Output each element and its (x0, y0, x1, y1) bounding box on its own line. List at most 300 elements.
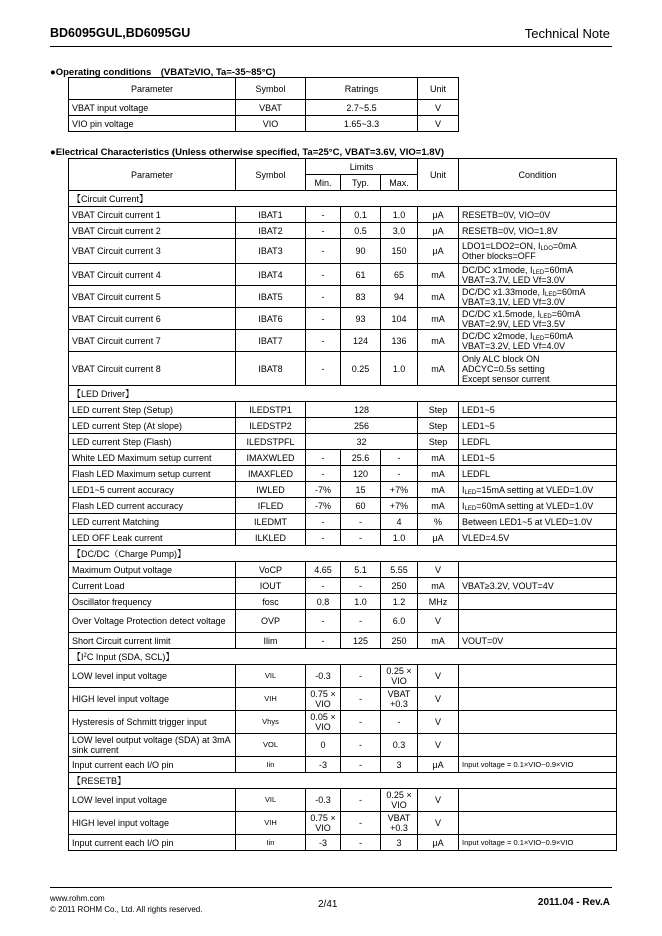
cell-parameter: HIGH level input voltage (69, 688, 236, 711)
cell-min: -7% (306, 482, 341, 498)
cell-unit: mA (418, 482, 459, 498)
cell-typ: 15 (341, 482, 381, 498)
footer-left (50, 893, 202, 915)
table-row (69, 352, 617, 386)
cell-min: - (306, 578, 341, 594)
cell-unit: μA (418, 757, 459, 773)
table-row (69, 498, 617, 514)
cell-parameter: VBAT Circuit current 1 (69, 207, 236, 223)
group-label: 【Circuit Current】 (69, 191, 617, 207)
cell-parameter: White LED Maximum setup current (69, 450, 236, 466)
cell-max: - (381, 466, 418, 482)
cell-unit: mA (418, 264, 459, 286)
cell-parameter: LED current Step (Setup) (69, 402, 236, 418)
cell-min: - (306, 450, 341, 466)
operating-conditions-title: ●Operating conditions (VBAT≥VIO, Ta=-35~85°C) (50, 67, 276, 78)
cell-typ: - (341, 665, 381, 688)
cell-parameter: Flash LED Maximum setup current (69, 466, 236, 482)
cell-min: - (306, 530, 341, 546)
cell-condition (459, 286, 617, 308)
cell-condition (459, 812, 617, 835)
group-row (69, 773, 617, 789)
group-label-part: 【I (72, 651, 84, 662)
column-header-unit: Unit (418, 159, 459, 191)
cell-typ: - (341, 530, 381, 546)
cell-max: 1.2 (381, 594, 418, 610)
cell-parameter: VBAT Circuit current 8 (69, 352, 236, 386)
cell-min: - (306, 466, 341, 482)
cell-max: - (381, 450, 418, 466)
group-row (69, 649, 617, 665)
column-header: Parameter (69, 78, 236, 100)
cell-symbol: IBAT2 (236, 223, 306, 239)
condition-subscript: LED (464, 489, 477, 496)
table-row (69, 207, 617, 223)
condition-subscript: LED (545, 291, 557, 298)
column-header: Unit (418, 78, 459, 100)
cell-unit: mA (418, 633, 459, 649)
cell-unit: mA (418, 352, 459, 386)
table-row (69, 789, 617, 812)
cell-typ: - (341, 711, 381, 734)
table-row (69, 757, 617, 773)
cell-parameter: Flash LED current accuracy (69, 498, 236, 514)
header-rule (50, 46, 612, 47)
cell-typ: 32 (306, 434, 418, 450)
condition-text: =15mA setting at VLED=1.0V (476, 484, 594, 495)
cell-min: 0 (306, 734, 341, 757)
cell-condition (459, 711, 617, 734)
cell-condition: Input voltage = 0.1×VIO~0.9×VIO (459, 835, 617, 851)
group-label (69, 649, 617, 665)
cell-unit: Step (418, 434, 459, 450)
cell-unit: mA (418, 308, 459, 330)
condition-text: DC/DC x1mode, I (462, 264, 533, 275)
table-row (69, 734, 617, 757)
cell-unit: μA (418, 530, 459, 546)
cell-typ: 60 (341, 498, 381, 514)
cell-unit: mA (418, 330, 459, 352)
cell-max: 3 (381, 835, 418, 851)
cell-max: 3 (381, 757, 418, 773)
cell-parameter: VBAT Circuit current 5 (69, 286, 236, 308)
cell-symbol: IMAXFLED (236, 466, 306, 482)
cell-symbol: Ilim (236, 633, 306, 649)
cell-parameter: LED OFF Leak current (69, 530, 236, 546)
cell-parameter: Hysteresis of Schmitt trigger input (69, 711, 236, 734)
column-header-parameter: Parameter (69, 159, 236, 191)
revision: 2011.04 - Rev.A (537, 897, 610, 908)
condition-subscript: LDO (540, 246, 553, 252)
table-row (69, 530, 617, 546)
table-row (69, 562, 617, 578)
cell-symbol: IBAT4 (236, 264, 306, 286)
cell-unit: Step (418, 418, 459, 434)
cell-symbol: ILEDSTP1 (236, 402, 306, 418)
cell-parameter: Current Load (69, 578, 236, 594)
table-row (69, 610, 617, 633)
cell-max: 94 (381, 286, 418, 308)
cell-symbol: IBAT3 (236, 239, 306, 264)
cell-symbol: Iin (236, 835, 306, 851)
cell-parameter: Over Voltage Protection detect voltage (69, 610, 236, 633)
cell-unit: mA (418, 466, 459, 482)
group-row (69, 191, 617, 207)
cell-parameter: HIGH level input voltage (69, 812, 236, 835)
operating-conditions-table (68, 77, 459, 132)
cell-parameter: VIO pin voltage (69, 116, 236, 132)
document-type: Technical Note (524, 26, 610, 41)
condition-text: VBAT=2.9V, LED Vf=3.5V (462, 318, 566, 329)
cell-symbol: IFLED (236, 498, 306, 514)
cell-max: 0.25 × VIO (381, 665, 418, 688)
cell-max: 250 (381, 578, 418, 594)
cell-symbol: VIH (236, 688, 306, 711)
cell-symbol: IWLED (236, 482, 306, 498)
condition-text: DC/DC x2mode, I (462, 330, 533, 341)
cell-max: VBAT +0.3 (381, 812, 418, 835)
cell-max: 0.25 × VIO (381, 789, 418, 812)
table-row (69, 100, 459, 116)
cell-max: 1.0 (381, 352, 418, 386)
condition-text: Except sensor current (462, 373, 550, 384)
cell-parameter: LED1~5 current accuracy (69, 482, 236, 498)
cell-max: 0.3 (381, 734, 418, 757)
cell-unit: mA (418, 286, 459, 308)
cell-min: -3 (306, 757, 341, 773)
cell-symbol: IBAT8 (236, 352, 306, 386)
table-row (69, 835, 617, 851)
cell-min: -0.3 (306, 665, 341, 688)
condition-text: =60mA setting at VLED=1.0V (476, 500, 594, 511)
cell-symbol: IMAXWLED (236, 450, 306, 466)
cell-condition (459, 498, 617, 514)
table-row (69, 466, 617, 482)
cell-unit: mA (418, 498, 459, 514)
cell-condition (459, 352, 617, 386)
condition-subscript: LED (532, 335, 545, 342)
cell-typ: - (341, 757, 381, 773)
cell-condition: VOUT=0V (459, 633, 617, 649)
cell-parameter: Short Circuit current limit (69, 633, 236, 649)
cell-min: 0.8 (306, 594, 341, 610)
condition-text: Only ALC block ON (462, 353, 540, 364)
table-row (69, 594, 617, 610)
cell-typ: 5.1 (341, 562, 381, 578)
table-row (69, 514, 617, 530)
column-header: Ratrings (306, 78, 418, 100)
cell-condition: LED1~5 (459, 402, 617, 418)
cell-typ: 83 (341, 286, 381, 308)
cell-symbol: VIL (236, 665, 306, 688)
cell-unit: mA (418, 578, 459, 594)
condition-text: I (462, 484, 465, 495)
condition-text: =60mA (551, 308, 581, 319)
cell-max: 150 (381, 239, 418, 264)
cell-min: 0.05 × VIO (306, 711, 341, 734)
cell-min: - (306, 514, 341, 530)
electrical-characteristics-title: ●Electrical Characteristics (Unless otherwise specified, Ta=25°C, VBAT=3.6V, VIO=1.8V) (50, 147, 445, 158)
column-header-max: Max. (381, 175, 418, 191)
cell-condition (459, 562, 617, 578)
cell-typ: 120 (341, 466, 381, 482)
cell-condition (459, 665, 617, 688)
cell-parameter: LOW level input voltage (69, 665, 236, 688)
cell-parameter: Oscillator frequency (69, 594, 236, 610)
cell-parameter: Input current each I/O pin (69, 757, 236, 773)
cell-typ: 1.0 (341, 594, 381, 610)
cell-parameter: LED current Matching (69, 514, 236, 530)
cell-symbol: ILEDSTP2 (236, 418, 306, 434)
cell-unit: MHz (418, 594, 459, 610)
cell-parameter: VBAT Circuit current 7 (69, 330, 236, 352)
cell-max: - (381, 711, 418, 734)
cell-condition (459, 610, 617, 633)
cell-condition (459, 688, 617, 711)
cell-symbol: fosc (236, 594, 306, 610)
table-row (69, 116, 459, 132)
cell-typ: 256 (306, 418, 418, 434)
cell-min: - (306, 286, 341, 308)
cell-condition: LEDFL (459, 434, 617, 450)
cell-condition: Between LED1~5 at VLED=1.0V (459, 514, 617, 530)
cell-max: 65 (381, 264, 418, 286)
cell-symbol: VOL (236, 734, 306, 757)
table-header-row (69, 159, 617, 175)
cell-symbol: Iin (236, 757, 306, 773)
cell-min: -7% (306, 498, 341, 514)
cell-unit: V (418, 100, 459, 116)
cell-min: -0.3 (306, 789, 341, 812)
cell-value: 1.65~3.3 (306, 116, 418, 132)
cell-max: 136 (381, 330, 418, 352)
cell-typ: - (341, 688, 381, 711)
condition-text: VBAT=3.7V, LED Vf=3.0V (462, 274, 566, 285)
cell-max: 3.0 (381, 223, 418, 239)
cell-unit: V (418, 610, 459, 633)
cell-symbol: VIO (236, 116, 306, 132)
cell-condition (459, 264, 617, 286)
table-row (69, 330, 617, 352)
group-row (69, 546, 617, 562)
table-row (69, 418, 617, 434)
cell-min: - (306, 352, 341, 386)
group-label: 【DC/DC（Charge Pump)】 (69, 546, 617, 562)
footer-rule (50, 887, 612, 888)
table-row (69, 482, 617, 498)
cell-unit: V (418, 688, 459, 711)
cell-condition (459, 239, 617, 264)
cell-unit: V (418, 116, 459, 132)
cell-parameter: LED current Step (At slope) (69, 418, 236, 434)
condition-subscript: LED (532, 269, 545, 276)
cell-symbol: IBAT1 (236, 207, 306, 223)
cell-parameter: LED current Step (Flash) (69, 434, 236, 450)
cell-max: 1.0 (381, 530, 418, 546)
cell-parameter: VBAT Circuit current 2 (69, 223, 236, 239)
cell-parameter: LOW level output voltage (SDA) at 3mA sink current (69, 734, 236, 757)
cell-min: - (306, 223, 341, 239)
table-row (69, 578, 617, 594)
condition-text: DC/DC x1.33mode, I (462, 286, 546, 297)
cell-parameter: VBAT Circuit current 3 (69, 239, 236, 264)
condition-text: =0mA (552, 241, 577, 251)
cell-unit: mA (418, 450, 459, 466)
condition-text: VBAT=3.1V, LED Vf=3.0V (462, 296, 566, 307)
cell-value: 2.7~5.5 (306, 100, 418, 116)
document-id: BD6095GUL,BD6095GU (50, 26, 191, 40)
cell-parameter: Input current each I/O pin (69, 835, 236, 851)
condition-text: VBAT=3.2V, LED Vf=4.0V (462, 340, 566, 351)
cell-symbol: IOUT (236, 578, 306, 594)
cell-unit: μA (418, 835, 459, 851)
cell-min: 0.75 × VIO (306, 812, 341, 835)
column-header-limits: Limits (306, 159, 418, 175)
cell-max: 4 (381, 514, 418, 530)
cell-min: 0.75 × VIO (306, 688, 341, 711)
cell-symbol: VIH (236, 812, 306, 835)
cell-max: 104 (381, 308, 418, 330)
cell-max: VBAT +0.3 (381, 688, 418, 711)
cell-min: - (306, 239, 341, 264)
cell-typ: - (341, 734, 381, 757)
group-label: 【LED Driver】 (69, 386, 617, 402)
table-row (69, 450, 617, 466)
cell-symbol: IBAT5 (236, 286, 306, 308)
cell-symbol: ILKLED (236, 530, 306, 546)
cell-unit: % (418, 514, 459, 530)
cell-symbol: ILEDMT (236, 514, 306, 530)
cell-typ: - (341, 514, 381, 530)
cell-condition (459, 789, 617, 812)
table-row (69, 308, 617, 330)
cell-unit: μA (418, 207, 459, 223)
column-header-symbol: Symbol (236, 159, 306, 191)
cell-min: 4.65 (306, 562, 341, 578)
cell-parameter: VBAT Circuit current 6 (69, 308, 236, 330)
cell-condition (459, 308, 617, 330)
cell-unit: V (418, 711, 459, 734)
cell-parameter: VBAT Circuit current 4 (69, 264, 236, 286)
column-header: Symbol (236, 78, 306, 100)
cell-symbol: Vhys (236, 711, 306, 734)
cell-typ: 124 (341, 330, 381, 352)
condition-subscript: LED (464, 505, 477, 512)
cell-typ: 90 (341, 239, 381, 264)
cell-symbol: IBAT6 (236, 308, 306, 330)
condition-text: =60mA (544, 330, 573, 341)
footer-site: www.rohm.com (50, 894, 105, 903)
column-header-min: Min. (306, 175, 341, 191)
cell-typ: 0.1 (341, 207, 381, 223)
cell-typ: 93 (341, 308, 381, 330)
cell-min: - (306, 264, 341, 286)
cell-min: - (306, 330, 341, 352)
cell-unit: V (418, 562, 459, 578)
cell-max: 6.0 (381, 610, 418, 633)
cell-max: 5.55 (381, 562, 418, 578)
footer-copyright: © 2011 ROHM Co., Ltd. All rights reserved. (50, 905, 203, 914)
cell-unit: Step (418, 402, 459, 418)
cell-max: 1.0 (381, 207, 418, 223)
table-row (69, 812, 617, 835)
cell-symbol: OVP (236, 610, 306, 633)
cell-unit: V (418, 812, 459, 835)
column-header-condition: Condition (459, 159, 617, 191)
group-label-part: 2 (83, 652, 87, 659)
table-row (69, 402, 617, 418)
cell-symbol: VoCP (236, 562, 306, 578)
cell-parameter: LOW level input voltage (69, 789, 236, 812)
cell-typ: - (341, 789, 381, 812)
cell-parameter: VBAT input voltage (69, 100, 236, 116)
condition-text: =60mA (556, 286, 586, 297)
condition-text: =60mA (544, 264, 573, 275)
cell-typ: - (341, 578, 381, 594)
table-row (69, 665, 617, 688)
cell-symbol: VBAT (236, 100, 306, 116)
column-header-typ: Typ. (341, 175, 381, 191)
group-label: 【RESETB】 (69, 773, 617, 789)
cell-condition: LED1~5 (459, 418, 617, 434)
cell-condition (459, 734, 617, 757)
cell-unit: V (418, 789, 459, 812)
cell-condition: Input voltage = 0.1×VIO~0.9×VIO (459, 757, 617, 773)
cell-symbol: ILEDSTPFL (236, 434, 306, 450)
table-row (69, 223, 617, 239)
cell-condition (459, 330, 617, 352)
cell-unit: μA (418, 223, 459, 239)
electrical-characteristics-table (68, 158, 617, 851)
condition-text: ADCYC=0.5s setting (462, 363, 545, 374)
table-row (69, 286, 617, 308)
cell-typ: - (341, 835, 381, 851)
cell-condition: LEDFL (459, 466, 617, 482)
cell-typ: - (341, 812, 381, 835)
cell-unit: V (418, 734, 459, 757)
condition-text: Other blocks=OFF (462, 251, 536, 261)
group-row (69, 386, 617, 402)
table-header-row (69, 78, 459, 100)
cell-condition (459, 594, 617, 610)
cell-typ: 25.6 (341, 450, 381, 466)
page-number: 2/41 (318, 899, 338, 910)
cell-unit: μA (418, 239, 459, 264)
table-row (69, 264, 617, 286)
cell-condition: RESETB=0V, VIO=0V (459, 207, 617, 223)
cell-parameter: Maximum Output voltage (69, 562, 236, 578)
cell-typ: 0.5 (341, 223, 381, 239)
cell-typ: 0.25 (341, 352, 381, 386)
cell-min: - (306, 308, 341, 330)
table-row (69, 711, 617, 734)
cell-condition: RESETB=0V, VIO=1.8V (459, 223, 617, 239)
cell-unit: V (418, 665, 459, 688)
cell-symbol: VIL (236, 789, 306, 812)
condition-text: LDO1=LDO2=ON, I (462, 241, 541, 251)
table-row (69, 239, 617, 264)
condition-subscript: LED (540, 313, 552, 320)
cell-min: - (306, 207, 341, 223)
cell-symbol: IBAT7 (236, 330, 306, 352)
cell-condition: VLED=4.5V (459, 530, 617, 546)
table-row (69, 633, 617, 649)
condition-text: DC/DC x1.5mode, I (462, 308, 541, 319)
cell-condition: LED1~5 (459, 450, 617, 466)
cell-typ: 128 (306, 402, 418, 418)
cell-max: +7% (381, 482, 418, 498)
cell-condition (459, 482, 617, 498)
